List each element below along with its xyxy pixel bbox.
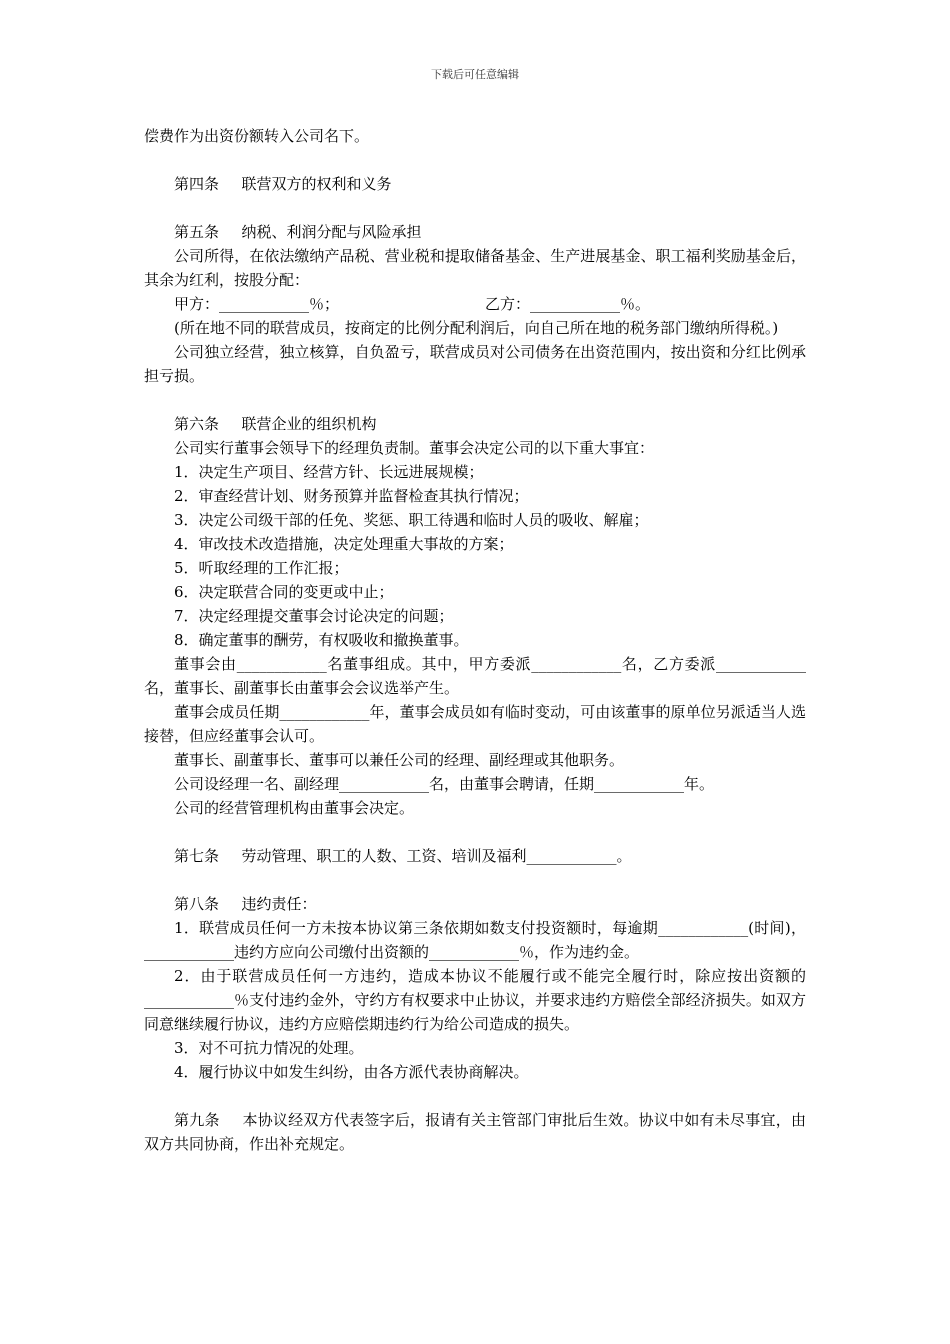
article-9-number: 第九条 bbox=[174, 1111, 220, 1129]
article-5-title: 纳税、利润分配与风险承担 bbox=[241, 223, 422, 241]
page-header: 下载后可任意编辑 bbox=[431, 68, 519, 81]
article-9-paragraph bbox=[144, 1108, 806, 1156]
article-7-title: 劳动管理、职工的人数、工资、培训及福利____________。 bbox=[241, 847, 632, 865]
spacer bbox=[144, 196, 806, 220]
article-6-paragraph-5: 公司设经理一名、副经理____________名，由董事会聘请，任期____________年。 bbox=[174, 775, 715, 793]
article-5-number: 第五条 bbox=[174, 223, 220, 241]
article-8-heading bbox=[144, 892, 806, 916]
article-6-item-4: 4．审改技术改造措施，决定处理重大事故的方案； bbox=[174, 535, 514, 553]
article-6-paragraph-3: 董事会成员任期____________年，董事会成员如有临时变动，可由该董事的原单位另派适当人选接替，但应经董事会认可。 bbox=[144, 703, 806, 745]
article-5-shares bbox=[144, 292, 806, 316]
article-6-paragraph-2: 董事会由____________名董事组成。其中，甲方委派____________名，乙方委派____________名，董事长、副董事长由董事会会议选举产生。 bbox=[144, 655, 806, 697]
article-6-paragraph-1: 公司实行董事会领导下的经理负责制。董事会决定公司的以下重大事宜： bbox=[174, 439, 655, 457]
document-body bbox=[144, 124, 806, 1156]
article-8-item-4: 4．履行协议中如发生纠纷，由各方派代表协商解决。 bbox=[174, 1063, 529, 1081]
article-8-number: 第八条 bbox=[174, 895, 220, 913]
spacer bbox=[144, 1084, 806, 1108]
article-6-item-5: 5．听取经理的工作汇报； bbox=[174, 559, 349, 577]
article-8-item-2: 2．由于联营成员任何一方违约，造成本协议不能履行或不能完全履行时，除应按出资额的____________％支付违约金外，守约方有权要求中止协议，并要求违约方赔偿全部经济损失。如双方同意继续履行协议，违约方应赔偿期违约行为给公司造成的损失。 bbox=[144, 967, 806, 1033]
article-5-paragraph-1: 公司所得，在依法缴纳产品税、营业税和提取储备基金、生产进展基金、职工福利奖励基金后，其余为红利，按股分配： bbox=[144, 247, 806, 289]
spacer bbox=[144, 820, 806, 844]
article-6-paragraph-4: 董事长、副董事长、董事可以兼任公司的经理、副经理或其他职务。 bbox=[174, 751, 625, 769]
article-6-title: 联营企业的组织机构 bbox=[241, 415, 377, 433]
article-5-paragraph-2: (所在地不同的联营成员，按商定的比例分配利润后，向自己所在地的税务部门缴纳所得税。) bbox=[174, 319, 779, 337]
article-7-heading bbox=[144, 844, 806, 868]
article-6-item-7: 7．决定经理提交董事会讨论决定的问题； bbox=[174, 607, 454, 625]
article-6-item-3: 3．决定公司级干部的任免、奖惩、职工待遇和临时人员的吸收、解雇； bbox=[174, 511, 649, 529]
article-6-number: 第六条 bbox=[174, 415, 220, 433]
spacer bbox=[144, 148, 806, 172]
share-party-a: 甲方：____________％； bbox=[174, 295, 340, 313]
paragraph-continuation: 偿费作为出资份额转入公司名下。 bbox=[144, 127, 370, 145]
article-6-heading bbox=[144, 412, 806, 436]
article-6-item-1: 1．决定生产项目、经营方针、长远进展规模； bbox=[174, 463, 484, 481]
article-6-paragraph-6: 公司的经营管理机构由董事会决定。 bbox=[174, 799, 415, 817]
article-6-item-2: 2．审查经营计划、财务预算并监督检查其执行情况； bbox=[174, 487, 529, 505]
article-7-number: 第七条 bbox=[174, 847, 220, 865]
article-5-heading bbox=[144, 220, 806, 244]
article-4-number: 第四条 bbox=[174, 175, 220, 193]
article-6-item-6: 6．决定联营合同的变更或中止； bbox=[174, 583, 394, 601]
article-9-text: 本协议经双方代表签字后，报请有关主管部门审批后生效。协议中如有未尽事宜，由双方共同协商，作出补充规定。 bbox=[144, 1111, 806, 1153]
article-4-title: 联营双方的权利和义务 bbox=[241, 175, 392, 193]
article-8-title: 违约责任： bbox=[241, 895, 317, 913]
article-8-item-1: 1．联营成员任何一方未按本协议第三条依期如数支付投资额时，每逾期____________(时间)，____________违约方应向公司缴付出资额的____________％，作为违约金。 bbox=[144, 919, 806, 961]
spacer bbox=[144, 868, 806, 892]
spacer bbox=[144, 388, 806, 412]
article-5-paragraph-3: 公司独立经营，独立核算，自负盈亏，联营成员对公司债务在出资范围内，按出资和分红比例承担亏损。 bbox=[144, 343, 806, 385]
article-4-heading bbox=[144, 172, 806, 196]
article-6-item-8: 8．确定董事的酬劳，有权吸收和撤换董事。 bbox=[174, 631, 469, 649]
share-party-b: 乙方：____________％。 bbox=[485, 295, 651, 313]
article-8-item-3: 3．对不可抗力情况的处理。 bbox=[174, 1039, 364, 1057]
